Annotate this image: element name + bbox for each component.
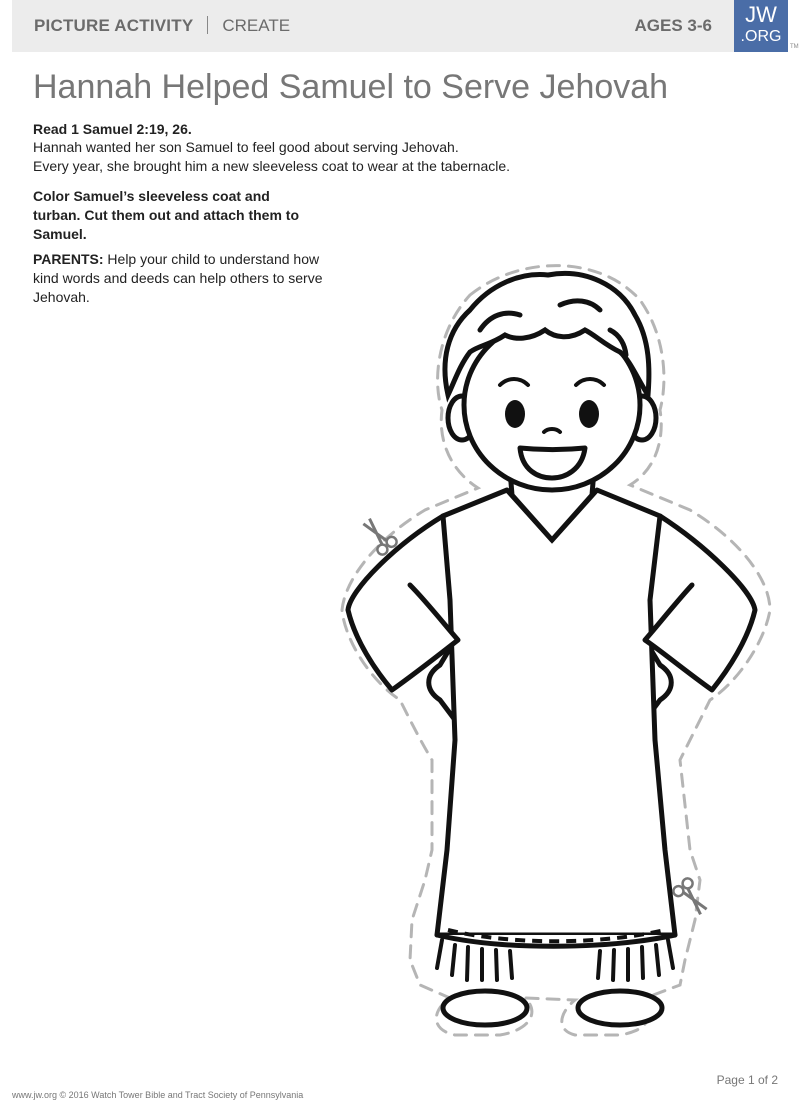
activity-instructions: Color Samuel’s sleeveless coat and turban. Cut them out and attach them to Samuel.: [33, 188, 299, 242]
robe: [348, 490, 755, 946]
ages-label: AGES 3-6: [634, 16, 712, 35]
intro-line-1: Hannah wanted her son Samuel to feel good about serving Jehovah.: [33, 139, 459, 155]
logo-line2: .ORG: [740, 28, 782, 45]
scissors-icon: [671, 876, 712, 918]
parents-text: Help your child to understand how kind words and deeds can help others to serve Jehovah.: [33, 251, 323, 305]
header-bar: [12, 0, 788, 52]
parents-note: [33, 250, 333, 307]
parents-label: PARENTS:: [33, 251, 104, 267]
header-divider: [207, 16, 208, 34]
subcategory-label: CREATE: [222, 16, 291, 35]
category-label: PICTURE ACTIVITY: [34, 16, 194, 35]
scripture-reference: Read 1 Samuel 2:19, 26.: [33, 121, 192, 137]
header-category: [34, 16, 290, 36]
trademark: TM: [790, 44, 799, 50]
logo-line1: JW: [745, 2, 777, 27]
feet: [443, 991, 662, 1025]
page-title: Hannah Helped Samuel to Serve Jehovah: [33, 68, 669, 106]
intro-line-2: Every year, she brought him a new sleeveless coat to wear at the tabernacle.: [33, 158, 511, 174]
copyright-text: www.jw.org © 2016 Watch Tower Bible and Tract Society of Pennsylvania: [12, 1090, 304, 1100]
jw-org-logo[interactable]: [734, 0, 788, 52]
samuel-illustration: [330, 255, 780, 1045]
page-number: Page 1 of 2: [716, 1073, 778, 1087]
